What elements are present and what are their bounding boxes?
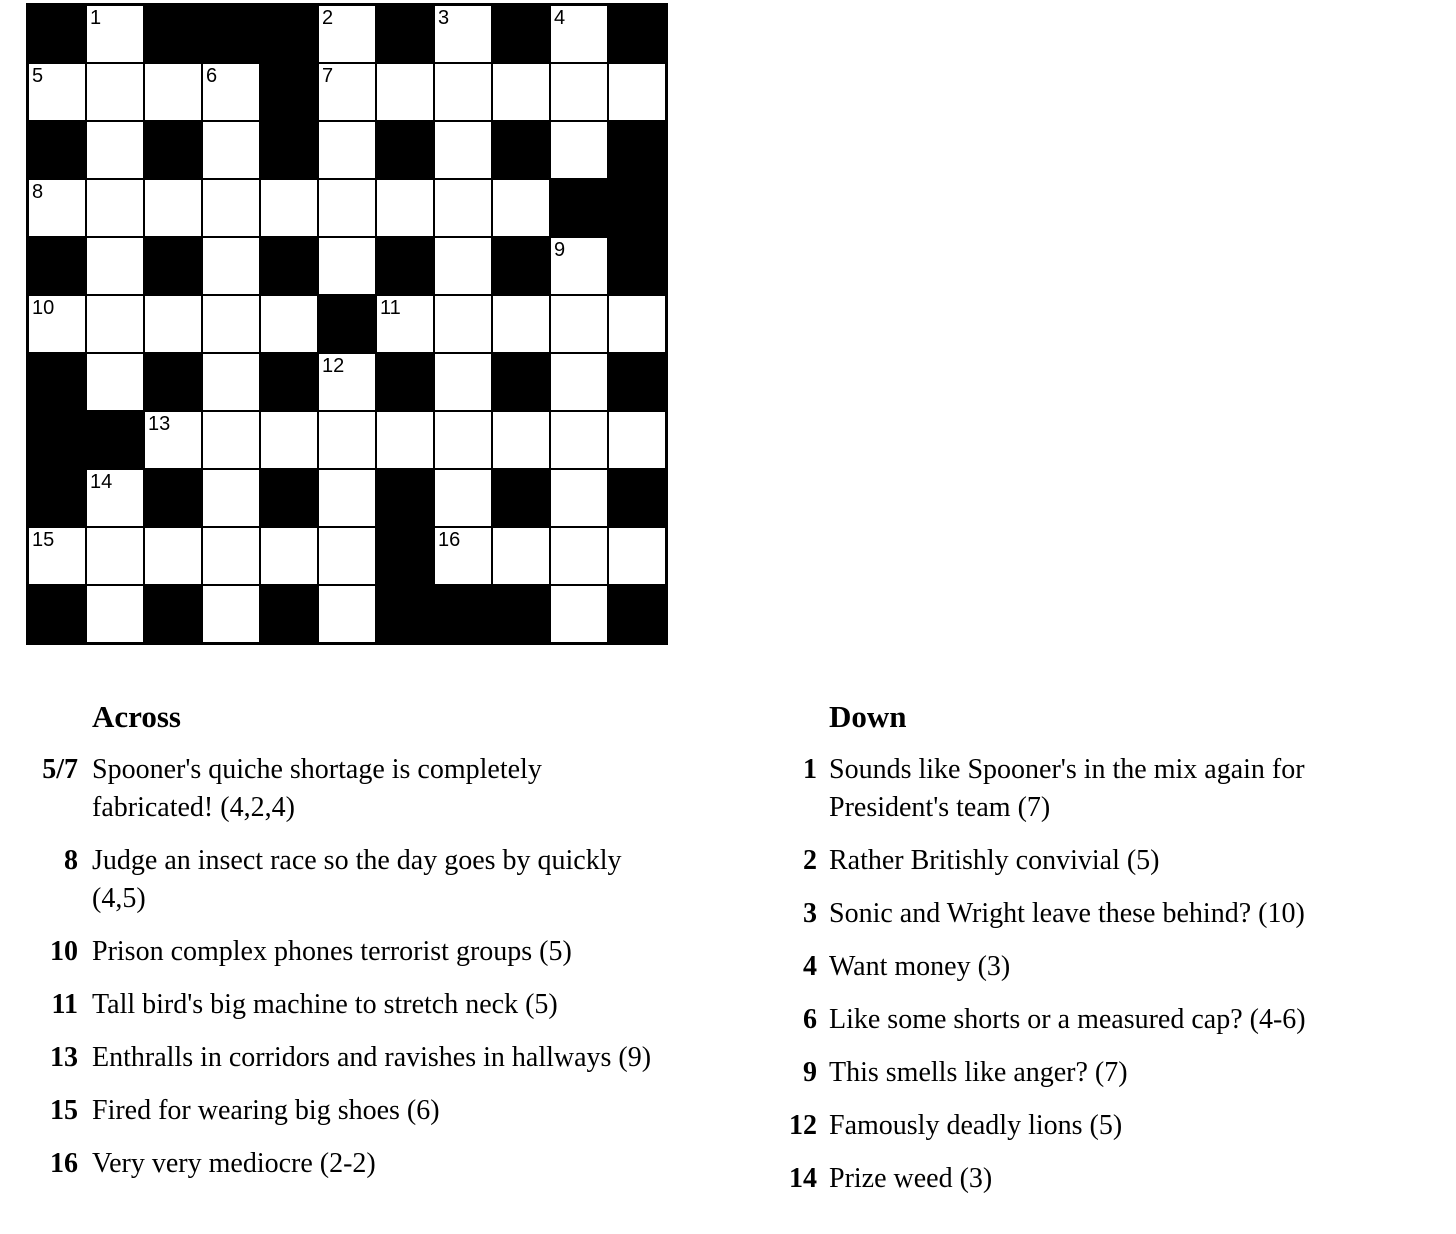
- grid-cell-r10c1[interactable]: [29, 528, 85, 584]
- grid-cell-r6c1[interactable]: [29, 296, 85, 352]
- grid-cell-r8c4[interactable]: [203, 412, 259, 468]
- across-clue-5-7: [30, 751, 664, 827]
- down-clue-3: [757, 895, 1407, 933]
- grid-cell-r2c6[interactable]: [319, 64, 375, 120]
- grid-block-r1c5: [261, 6, 317, 62]
- grid-block-r9c5: [261, 470, 317, 526]
- clue-number: 13: [50, 1042, 78, 1073]
- grid-cell-r10c11[interactable]: [609, 528, 665, 584]
- grid-cell-r5c10[interactable]: [551, 238, 607, 294]
- grid-cell-r3c4[interactable]: [203, 122, 259, 178]
- cell-number-11: 11: [380, 297, 401, 319]
- grid-cell-r2c3[interactable]: [145, 64, 201, 120]
- across-clue-16: [30, 1145, 664, 1183]
- grid-block-r9c11: [609, 470, 665, 526]
- grid-block-r5c11: [609, 238, 665, 294]
- cell-number-1: 1: [90, 7, 102, 29]
- clue-text: Famously deadly lions (5): [829, 1110, 1123, 1141]
- grid-cell-r2c7[interactable]: [377, 64, 433, 120]
- clue-text: Spooner's quiche shortage is completely fabricated! (4,2,4): [92, 754, 542, 823]
- grid-cell-r10c5[interactable]: [261, 528, 317, 584]
- cell-number-4: 4: [554, 7, 566, 29]
- grid-block-r1c11: [609, 6, 665, 62]
- grid-cell-r9c10[interactable]: [551, 470, 607, 526]
- grid-cell-r9c8[interactable]: [435, 470, 491, 526]
- grid-cell-r6c8[interactable]: [435, 296, 491, 352]
- clue-number: 9: [803, 1057, 817, 1088]
- grid-cell-r8c11[interactable]: [609, 412, 665, 468]
- grid-cell-r10c3[interactable]: [145, 528, 201, 584]
- grid-cell-r5c6[interactable]: [319, 238, 375, 294]
- grid-cell-r1c6[interactable]: [319, 6, 375, 62]
- grid-block-r11c7: [377, 586, 433, 642]
- clue-text: Very very mediocre (2-2): [92, 1148, 376, 1179]
- down-clue-12: [757, 1107, 1407, 1145]
- grid-block-r5c7: [377, 238, 433, 294]
- grid-block-r11c11: [609, 586, 665, 642]
- grid-block-r2c5: [261, 64, 317, 120]
- grid-cell-r9c2[interactable]: [87, 470, 143, 526]
- clue-number: 2: [803, 845, 817, 876]
- grid-cell-r10c4[interactable]: [203, 528, 259, 584]
- clue-text: Judge an insect race so the day goes by quickly (4,5): [92, 845, 622, 914]
- cell-number-16: 16: [438, 529, 461, 551]
- across-clue-13: [30, 1039, 664, 1077]
- grid-cell-r3c6[interactable]: [319, 122, 375, 178]
- cell-number-13: 13: [148, 413, 171, 435]
- clue-number: 14: [789, 1163, 817, 1194]
- down-clue-list: [757, 751, 1407, 1198]
- across-clues-section: [30, 698, 664, 1198]
- clue-text: Like some shorts or a measured cap? (4-6): [829, 1004, 1306, 1035]
- across-heading: Across: [92, 699, 181, 734]
- grid-cell-r5c4[interactable]: [203, 238, 259, 294]
- grid-block-r7c5: [261, 354, 317, 410]
- grid-block-r11c1: [29, 586, 85, 642]
- clue-text: This smells like anger? (7): [829, 1057, 1128, 1088]
- clue-text: Sounds like Spooner's in the mix again for President's team (7): [829, 754, 1305, 823]
- grid-cell-r7c2[interactable]: [87, 354, 143, 410]
- grid-cell-r10c6[interactable]: [319, 528, 375, 584]
- grid-cell-r7c8[interactable]: [435, 354, 491, 410]
- down-heading: Down: [829, 699, 907, 734]
- grid-cell-r4c2[interactable]: [87, 180, 143, 236]
- grid-cell-r6c5[interactable]: [261, 296, 317, 352]
- across-clue-15: [30, 1092, 664, 1130]
- grid-block-r9c1: [29, 470, 85, 526]
- grid-cell-r10c10[interactable]: [551, 528, 607, 584]
- clue-text: Want money (3): [829, 951, 1011, 982]
- grid-cell-r4c9[interactable]: [493, 180, 549, 236]
- clue-number: 15: [50, 1095, 78, 1126]
- cell-number-10: 10: [32, 297, 55, 319]
- grid-cell-r5c8[interactable]: [435, 238, 491, 294]
- grid-cell-r4c6[interactable]: [319, 180, 375, 236]
- grid-cell-r2c1[interactable]: [29, 64, 85, 120]
- across-clue-11: [30, 986, 664, 1024]
- crossword-grid: [26, 3, 668, 645]
- grid-block-r7c3: [145, 354, 201, 410]
- grid-cell-r11c6[interactable]: [319, 586, 375, 642]
- across-clue-list: [30, 751, 664, 1183]
- down-clue-2: [757, 842, 1407, 880]
- grid-cell-r8c6[interactable]: [319, 412, 375, 468]
- grid-block-r1c9: [493, 6, 549, 62]
- grid-cell-r6c2[interactable]: [87, 296, 143, 352]
- grid-block-r1c7: [377, 6, 433, 62]
- grid-cell-r11c10[interactable]: [551, 586, 607, 642]
- down-clue-1: [757, 751, 1407, 827]
- grid-cell-r10c8[interactable]: [435, 528, 491, 584]
- clue-text: Sonic and Wright leave these behind? (10): [829, 898, 1305, 929]
- grid-block-r9c3: [145, 470, 201, 526]
- grid-block-r5c1: [29, 238, 85, 294]
- grid-block-r11c9: [493, 586, 549, 642]
- grid-block-r4c11: [609, 180, 665, 236]
- cell-number-8: 8: [32, 181, 44, 203]
- cell-number-5: 5: [32, 65, 44, 87]
- grid-block-r4c10: [551, 180, 607, 236]
- cell-number-7: 7: [322, 65, 334, 87]
- clue-text: Rather Britishly convivial (5): [829, 845, 1160, 876]
- down-clue-9: [757, 1054, 1407, 1092]
- grid-cell-r9c4[interactable]: [203, 470, 259, 526]
- grid-cell-r8c8[interactable]: [435, 412, 491, 468]
- grid-block-r11c5: [261, 586, 317, 642]
- clue-text: Fired for wearing big shoes (6): [92, 1095, 440, 1126]
- grid-cell-r11c4[interactable]: [203, 586, 259, 642]
- cell-number-12: 12: [322, 355, 345, 377]
- clue-number: 8: [64, 845, 78, 876]
- grid-block-r8c2: [87, 412, 143, 468]
- grid-block-r6c6: [319, 296, 375, 352]
- clue-text: Prison complex phones terrorist groups (5): [92, 936, 572, 967]
- down-clue-14: [757, 1160, 1407, 1198]
- grid-block-r3c11: [609, 122, 665, 178]
- grid-cell-r4c4[interactable]: [203, 180, 259, 236]
- grid-cell-r6c9[interactable]: [493, 296, 549, 352]
- down-clue-6: [757, 1001, 1407, 1039]
- grid-cell-r2c8[interactable]: [435, 64, 491, 120]
- grid-block-r7c7: [377, 354, 433, 410]
- clue-text: Prize weed (3): [829, 1163, 993, 1194]
- grid-block-r11c8: [435, 586, 491, 642]
- grid-cell-r3c2[interactable]: [87, 122, 143, 178]
- grid-cell-r7c6[interactable]: [319, 354, 375, 410]
- grid-cell-r1c8[interactable]: [435, 6, 491, 62]
- grid-cell-r6c4[interactable]: [203, 296, 259, 352]
- grid-cell-r3c10[interactable]: [551, 122, 607, 178]
- grid-block-r7c9: [493, 354, 549, 410]
- grid-cell-r6c3[interactable]: [145, 296, 201, 352]
- grid-cell-r8c10[interactable]: [551, 412, 607, 468]
- grid-block-r5c5: [261, 238, 317, 294]
- clue-number: 10: [50, 936, 78, 967]
- clue-number: 16: [50, 1148, 78, 1179]
- grid-cell-r2c2[interactable]: [87, 64, 143, 120]
- grid-block-r7c11: [609, 354, 665, 410]
- grid-block-r8c1: [29, 412, 85, 468]
- cell-number-14: 14: [90, 471, 113, 493]
- grid-block-r7c1: [29, 354, 85, 410]
- cell-number-3: 3: [438, 7, 450, 29]
- grid-cell-r6c7[interactable]: [377, 296, 433, 352]
- grid-cell-r7c10[interactable]: [551, 354, 607, 410]
- cell-number-6: 6: [206, 65, 218, 87]
- grid-cell-r2c10[interactable]: [551, 64, 607, 120]
- clue-number: 11: [51, 989, 78, 1020]
- grid-block-r3c5: [261, 122, 317, 178]
- down-clue-4: [757, 948, 1407, 986]
- grid-cell-r9c6[interactable]: [319, 470, 375, 526]
- grid-block-r9c9: [493, 470, 549, 526]
- grid-cell-r8c7[interactable]: [377, 412, 433, 468]
- grid-block-r1c1: [29, 6, 85, 62]
- grid-cell-r11c2[interactable]: [87, 586, 143, 642]
- grid-block-r10c7: [377, 528, 433, 584]
- grid-cell-r4c5[interactable]: [261, 180, 317, 236]
- grid-cell-r6c11[interactable]: [609, 296, 665, 352]
- across-clue-10: [30, 933, 664, 971]
- grid-cell-r5c2[interactable]: [87, 238, 143, 294]
- down-clues-section: [757, 698, 1407, 1213]
- grid-block-r1c4: [203, 6, 259, 62]
- clue-number: 4: [803, 951, 817, 982]
- grid-cell-r1c2[interactable]: [87, 6, 143, 62]
- grid-cell-r8c9[interactable]: [493, 412, 549, 468]
- clue-text: Tall bird's big machine to stretch neck (5): [92, 989, 558, 1020]
- grid-cell-r4c8[interactable]: [435, 180, 491, 236]
- grid-block-r1c3: [145, 6, 201, 62]
- grid-block-r9c7: [377, 470, 433, 526]
- clue-number: 3: [803, 898, 817, 929]
- grid-cell-r4c3[interactable]: [145, 180, 201, 236]
- clue-number: 5/7: [42, 754, 78, 785]
- grid-block-r11c3: [145, 586, 201, 642]
- cell-number-15: 15: [32, 529, 55, 551]
- grid-cell-r2c4[interactable]: [203, 64, 259, 120]
- grid-cell-r8c5[interactable]: [261, 412, 317, 468]
- grid-block-r3c7: [377, 122, 433, 178]
- clue-text: Enthralls in corridors and ravishes in hallways (9): [92, 1042, 652, 1073]
- grid-cell-r7c4[interactable]: [203, 354, 259, 410]
- grid-cell-r10c2[interactable]: [87, 528, 143, 584]
- grid-cell-r4c1[interactable]: [29, 180, 85, 236]
- grid-block-r5c9: [493, 238, 549, 294]
- grid-cell-r6c10[interactable]: [551, 296, 607, 352]
- grid-cell-r3c8[interactable]: [435, 122, 491, 178]
- cell-number-9: 9: [554, 239, 566, 261]
- grid-cell-r8c3[interactable]: [145, 412, 201, 468]
- grid-cell-r10c9[interactable]: [493, 528, 549, 584]
- grid-cell-r1c10[interactable]: [551, 6, 607, 62]
- clue-number: 12: [789, 1110, 817, 1141]
- grid-block-r3c9: [493, 122, 549, 178]
- grid-block-r3c3: [145, 122, 201, 178]
- grid-cell-r4c7[interactable]: [377, 180, 433, 236]
- grid-cell-r2c9[interactable]: [493, 64, 549, 120]
- clue-number: 1: [803, 754, 817, 785]
- cell-number-2: 2: [322, 7, 334, 29]
- grid-block-r3c1: [29, 122, 85, 178]
- grid-cell-r2c11[interactable]: [609, 64, 665, 120]
- across-clue-8: [30, 842, 664, 918]
- grid-block-r5c3: [145, 238, 201, 294]
- clue-number: 6: [803, 1004, 817, 1035]
